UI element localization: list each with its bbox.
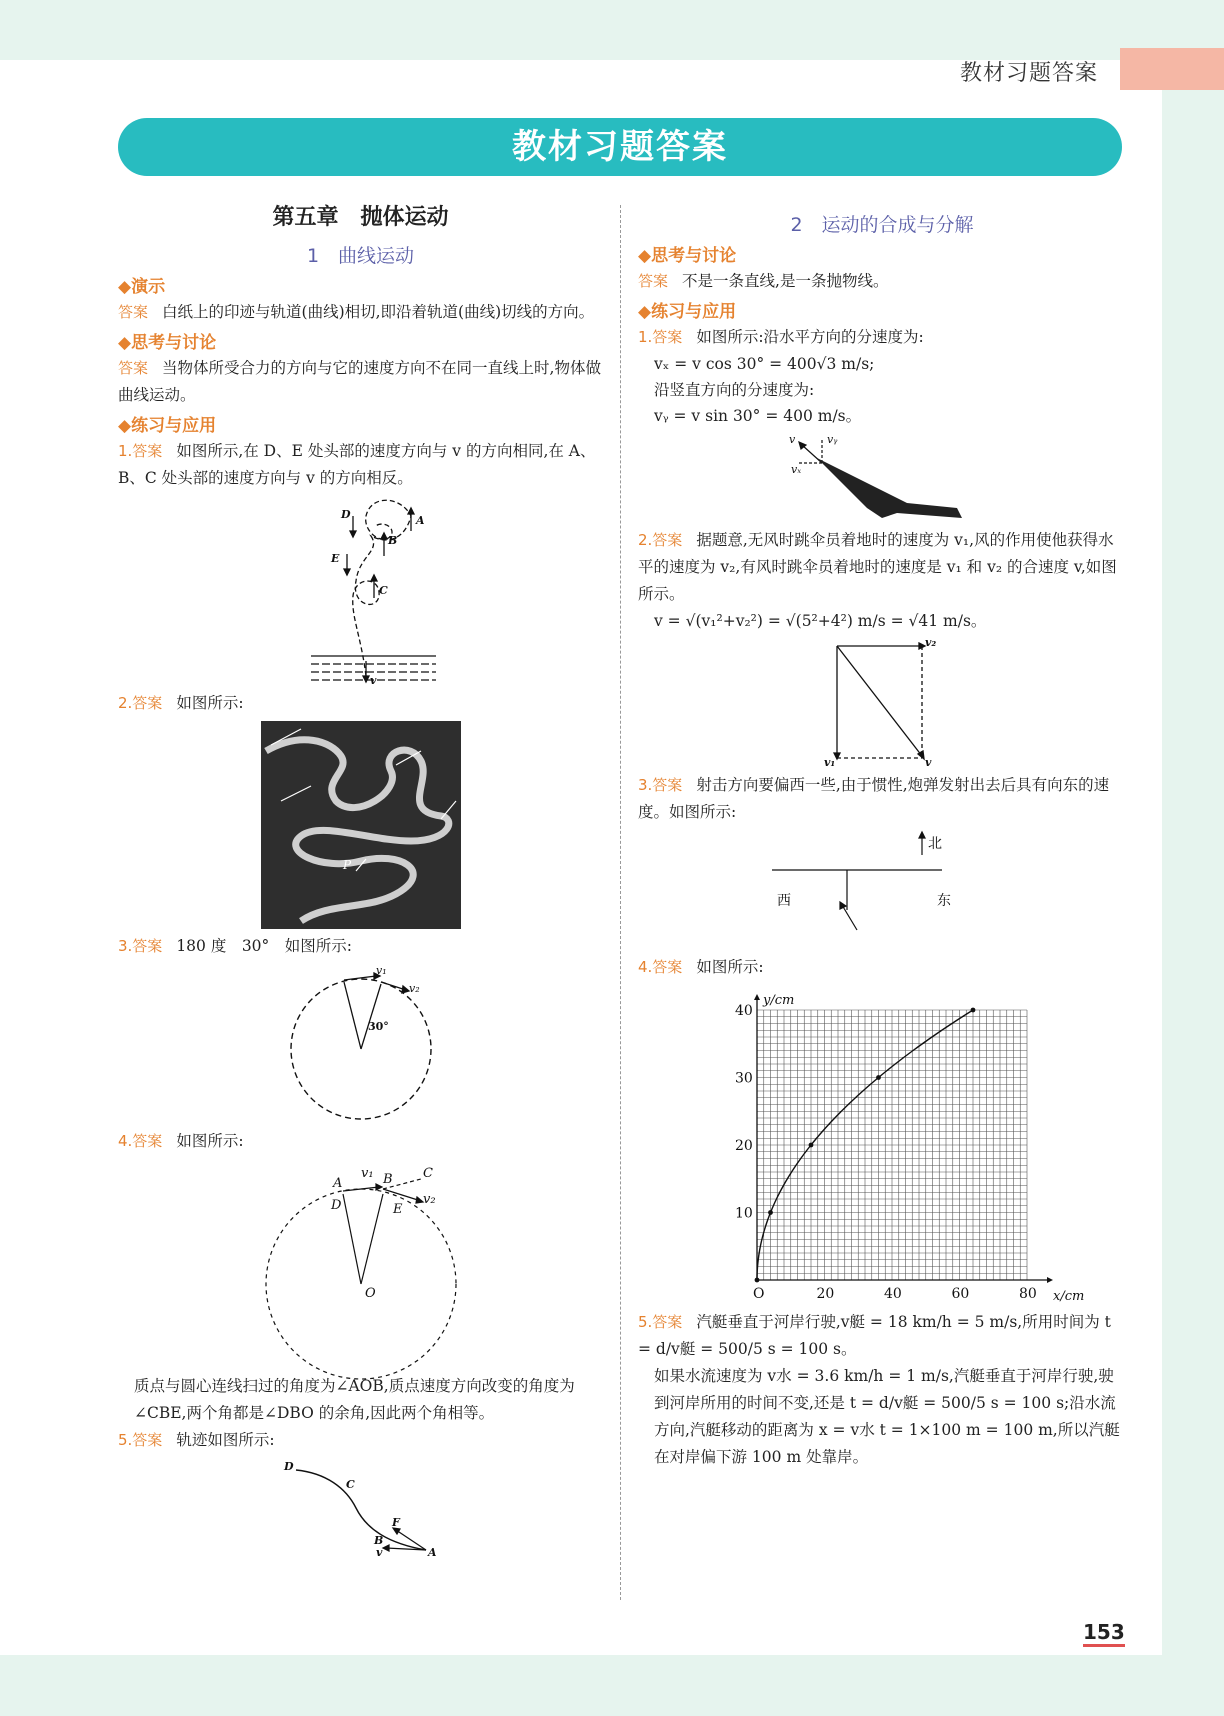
- fig-circle-angle: [261, 1159, 461, 1369]
- fig-velocity-rectangle: [822, 638, 942, 768]
- r-q2-answer: 2.答案 据题意,无风时跳伞员着地时的速度为 v₁,风的作用使他获得水平的速度为 v₂,有风时跳伞员着地时的速度是 v₁ 和 v₂ 的合速度 v,如图所示。: [638, 531, 1117, 603]
- demo-heading: ◆演示: [118, 277, 166, 297]
- svg-text:v₁: v₁: [375, 964, 387, 977]
- svg-text:F: F: [391, 1516, 400, 1529]
- section-title-1: 1 曲线运动: [306, 245, 415, 267]
- svg-text:v₁: v₁: [360, 1166, 374, 1181]
- think-answer: 答案 当物体所受合力的方向与它的速度方向不在同一直线上时,物体做曲线运动。: [118, 359, 601, 404]
- answer-label: 答案: [118, 359, 149, 377]
- label-c: C: [378, 584, 388, 597]
- svg-text:C: C: [345, 1478, 355, 1491]
- y-axis-label: y/cm: [763, 993, 795, 1008]
- x-tick-label: O: [753, 1286, 765, 1302]
- svg-text:D: D: [283, 1460, 294, 1473]
- svg-text:B: B: [382, 1172, 393, 1187]
- practice-heading: ◆练习与应用: [118, 416, 217, 436]
- fig-trajectory-chart: [702, 985, 1085, 1305]
- running-header: 教材习题答案: [960, 61, 1099, 86]
- chapter-title: 第五章 抛体运动: [272, 205, 449, 230]
- q2-answer: 2.答案 如图所示:: [118, 694, 244, 712]
- label-e: E: [330, 552, 339, 565]
- x-tick-label: 20: [816, 1286, 835, 1302]
- label-p: P: [342, 858, 351, 872]
- r-q1-eq1: vₓ = v cos 30° = 400√3 m/s;: [654, 355, 875, 373]
- svg-text:v: v: [925, 756, 932, 769]
- left-column: [118, 200, 603, 1562]
- svg-text:D: D: [330, 1198, 341, 1213]
- fig-river-photo: [261, 721, 461, 929]
- r-q1-answer: 1.答案 如图所示:沿水平方向的分速度为:: [638, 328, 924, 346]
- label-d: D: [340, 508, 351, 521]
- section-title-2: 2 运动的合成与分解: [790, 214, 974, 236]
- think-answer-2: 答案 不是一条直线,是一条抛物线。: [638, 272, 889, 290]
- q3-answer: 3.答案 180 度 30° 如图所示:: [118, 937, 353, 955]
- data-point: [755, 1278, 760, 1283]
- r-q5-answer-a: 5.答案 汽艇垂直于河岸行驶,v艇 = 18 km/h = 5 m/s,所用时间为 t = d/v艇 = 500/5 s = 100 s。: [638, 1313, 1111, 1358]
- label-b: B: [387, 534, 397, 547]
- q5-answer: 5.答案 轨迹如图所示:: [118, 1431, 275, 1449]
- page-banner-title: 教材习题答案: [118, 118, 1122, 176]
- answer-label: 答案: [118, 303, 149, 321]
- svg-text:v₂: v₂: [422, 1192, 436, 1207]
- svg-text:B: B: [373, 1534, 383, 1547]
- y-tick-label: 40: [735, 1003, 753, 1019]
- r-q1-eq2: 沿竖直方向的分速度为:: [654, 381, 815, 399]
- svg-text:C: C: [422, 1166, 433, 1181]
- svg-text:v₁: v₁: [824, 756, 836, 769]
- svg-text:vₓ: vₓ: [791, 463, 802, 476]
- practice-heading-2: ◆练习与应用: [638, 302, 737, 322]
- x-tick-label: 60: [951, 1286, 970, 1302]
- fig-trajectory-dcfba: [276, 1458, 446, 1558]
- demo-answer: 答案 白纸上的印迹与轨道(曲线)相切,即沿着轨道(曲线)切线的方向。: [118, 303, 595, 321]
- column-divider: [620, 205, 621, 1600]
- data-point: [768, 1210, 773, 1215]
- q1-answer: 1.答案 如图所示,在 D、E 处头部的速度方向与 v 的方向相同,在 A、B、C 处头部的速度方向与 v 的方向相反。: [118, 442, 596, 487]
- fig-compass: [772, 830, 992, 950]
- q4-explanation: 质点与圆心连线扫过的角度为∠AOB,质点速度方向改变的角度为∠CBE,两个角都是∠DBO 的余角,因此两个角相等。: [134, 1377, 575, 1422]
- svg-text:东: 东: [937, 893, 951, 909]
- r-q3-answer: 3.答案 射击方向要偏西一些,由于惯性,炮弹发射出去后具有向东的速度。如图所示:: [638, 776, 1110, 821]
- r-q4-answer: 4.答案 如图所示:: [638, 958, 764, 976]
- svg-text:v: v: [375, 1546, 382, 1559]
- y-tick-label: 20: [735, 1138, 753, 1154]
- svg-text:西: 西: [777, 893, 791, 909]
- x-axis-label: x/cm: [1053, 1289, 1085, 1304]
- x-tick-label: 80: [1019, 1286, 1037, 1302]
- svg-text:E: E: [392, 1202, 402, 1217]
- page-number: 153: [1083, 1620, 1125, 1647]
- label-v: v: [369, 674, 376, 687]
- r-q2-eq: v = √(v₁²+v₂²) = √(5²+4²) m/s = √41 m/s。: [654, 612, 987, 630]
- svg-text:v: v: [789, 433, 796, 446]
- svg-text:30°: 30°: [367, 1020, 389, 1033]
- x-axis-arrow: [1047, 1277, 1053, 1283]
- svg-text:北: 北: [928, 836, 942, 852]
- svg-text:v₂: v₂: [408, 982, 420, 995]
- svg-text:A: A: [427, 1546, 437, 1559]
- svg-text:O: O: [364, 1286, 376, 1301]
- data-point: [876, 1075, 881, 1080]
- corner-tab: [1120, 48, 1224, 90]
- y-tick-label: 10: [735, 1205, 753, 1222]
- svg-text:A: A: [332, 1176, 342, 1191]
- think-heading-2: ◆思考与讨论: [638, 246, 737, 266]
- r-q5-answer-b: 如果水流速度为 v水 = 3.6 km/h = 1 m/s,汽艇垂直于河岸行驶,驶到河岸所用的时间不变,还是 t = d/v艇 = 500/5 s = 100 s;沿水流方向,汽艇移动的距离为 x = v水 t = 1×100 m = 100 m,所以汽艇在对岸偏下游 100 m 处靠岸。: [654, 1367, 1120, 1466]
- fig-circle-velocity: [276, 964, 446, 1124]
- data-point: [809, 1143, 814, 1148]
- q4-answer: 4.答案 如图所示:: [118, 1132, 244, 1150]
- right-column: [638, 210, 1126, 1471]
- r-q1-eq3: vᵧ = v sin 30° = 400 m/s。: [654, 407, 862, 425]
- data-point: [971, 1008, 976, 1013]
- fig-cannon: [787, 433, 977, 523]
- svg-text:vᵧ: vᵧ: [827, 433, 838, 446]
- svg-text:v₂: v₂: [925, 636, 937, 649]
- x-tick-label: 40: [884, 1286, 902, 1302]
- label-a: A: [415, 514, 425, 527]
- think-heading: ◆思考与讨论: [118, 333, 217, 353]
- y-axis-arrow: [754, 994, 760, 1000]
- fig-diver-trajectory: [271, 496, 451, 686]
- y-tick-label: 30: [735, 1070, 753, 1087]
